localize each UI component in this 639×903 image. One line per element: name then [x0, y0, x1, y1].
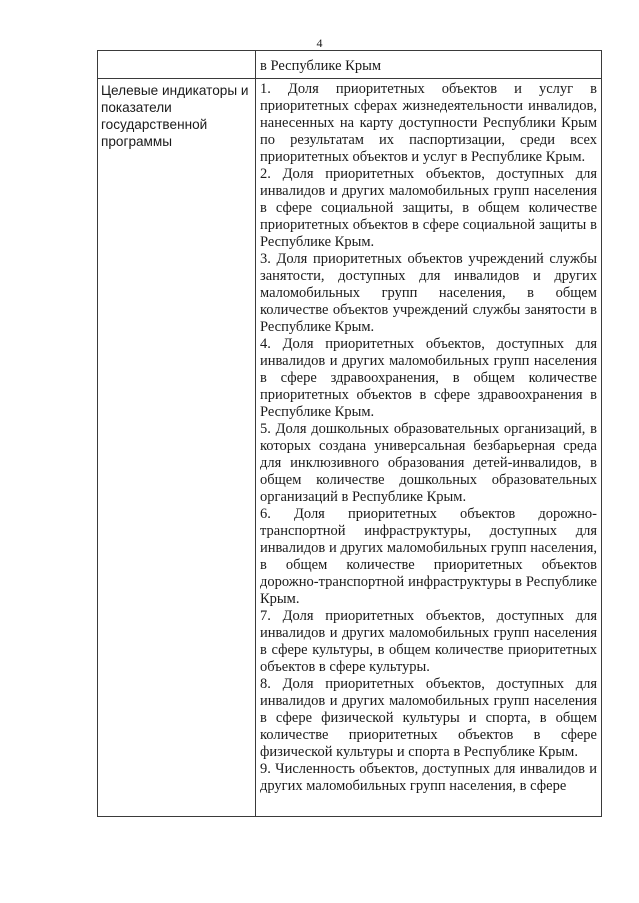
table-cell-left-empty: [98, 51, 256, 79]
indicators-table: [97, 50, 602, 817]
continuation-text: в Республике Крым: [260, 58, 381, 74]
indicator-item: 5. Доля дошкольных образовательных организаций, в которых создана универсальная безбарьерная среда для инклюзивного образования детей-инвалидов, в общем количестве дошкольных образовательных организаций в Республике Крым.: [260, 421, 597, 505]
table-cell-items: [256, 79, 602, 817]
indicator-item: 8. Доля приоритетных объектов, доступных для инвалидов и других маломобильных групп населения в сфере физической культуры и спорта, в общем количестве приоритетных объектов в сфере физической культуры и спорта в Республике Крым.: [260, 676, 597, 760]
page-number: 4: [316, 36, 323, 50]
indicator-item: 6. Доля приоритетных объектов дорожно-транспортной инфраструктуры, доступных для инвалидов и других маломобильных групп населения, в общем количестве приоритетных объектов дорожно-транспортной инфраструктуры в Республике Крым.: [260, 506, 597, 607]
table-row-continuation: [98, 51, 602, 79]
row-label: Целевые индикаторы и показатели государственной программы: [101, 83, 249, 149]
indicator-item: 9. Численность объектов, доступных для инвалидов и других маломобильных групп населения, в сфере: [260, 761, 597, 794]
indicator-item: 4. Доля приоритетных объектов, доступных для инвалидов и других маломобильных групп населения в сфере здравоохранения, в общем количестве приоритетных объектов в сфере здравоохранения в Республике Крым.: [260, 336, 597, 420]
table-cell-label: [98, 79, 256, 817]
table-cell-continuation: [256, 51, 602, 79]
indicator-list: [256, 79, 601, 795]
indicator-item: 2. Доля приоритетных объектов, доступных для инвалидов и других маломобильных групп населения в сфере социальной защиты, в общем количестве приоритетных объектов в сфере социальной защиты в Республике Крым.: [260, 166, 597, 250]
table-row-indicators: [98, 79, 602, 817]
indicator-item: 1. Доля приоритетных объектов и услуг в приоритетных сферах жизнедеятельности инвалидов, нанесенных на карту доступности Республики Крым по результатам их паспортизации, среди всех приоритетных объектов и услуг в Республике Крым.: [260, 81, 597, 165]
indicator-item: 7. Доля приоритетных объектов, доступных для инвалидов и других маломобильных групп населения в сфере культуры, в общем количестве приоритетных объектов в сфере культуры.: [260, 608, 597, 675]
indicator-item: 3. Доля приоритетных объектов учреждений службы занятости, доступных для инвалидов и других маломобильных групп населения, в общем количестве объектов учреждений службы занятости в Республике Крым.: [260, 251, 597, 335]
